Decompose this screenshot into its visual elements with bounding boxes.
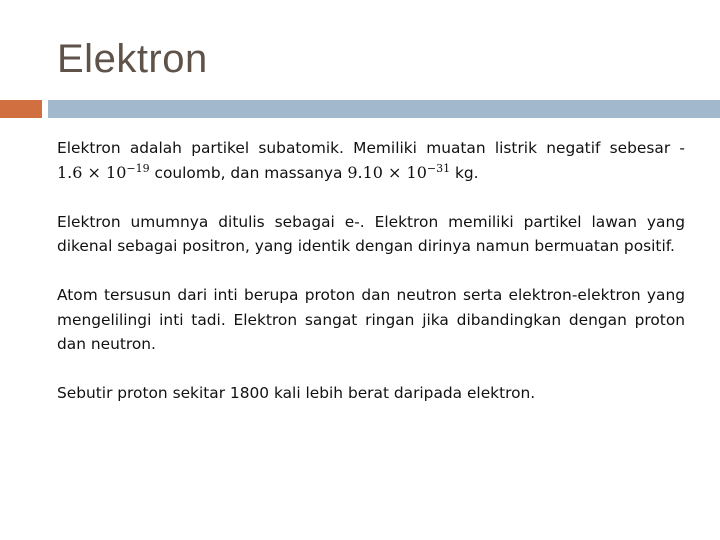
paragraph-electron-definition	[57, 136, 685, 185]
charge-value	[57, 163, 150, 182]
title-rule-bar	[48, 100, 720, 118]
slide-title: Elektron	[57, 37, 208, 81]
slide-body	[57, 136, 685, 430]
mass-base: 9.10 × 10	[347, 162, 427, 182]
paragraph-atom-structure: Atom tersusun dari inti berupa proton dan neutron serta elektron-elektron yang mengelilingi inti tadi. Elektron sangat ringan jika dibandingkan dengan proton dan neutron.	[57, 286, 685, 353]
charge-base: 1.6 × 10	[57, 162, 127, 182]
mass-value	[347, 163, 450, 182]
charge-unit-text: coulomb, dan massanya	[149, 163, 348, 182]
paragraph-positron: Elektron umumnya ditulis sebagai e-. Elektron memiliki partikel lawan yang dikenal sebagai positron, yang identik dengan dirinya namun bermuatan positif.	[57, 212, 685, 255]
accent-bar	[0, 100, 42, 118]
paragraph-proton-mass: Sebutir proton sekitar 1800 kali lebih berat daripada elektron.	[57, 384, 536, 402]
mass-unit-text: kg.	[450, 163, 479, 182]
definition-text: Elektron adalah partikel subatomik. Memiliki muatan listrik negatif sebesar -	[57, 139, 685, 157]
charge-exponent: −19	[126, 161, 150, 175]
mass-exponent: −31	[426, 161, 451, 175]
